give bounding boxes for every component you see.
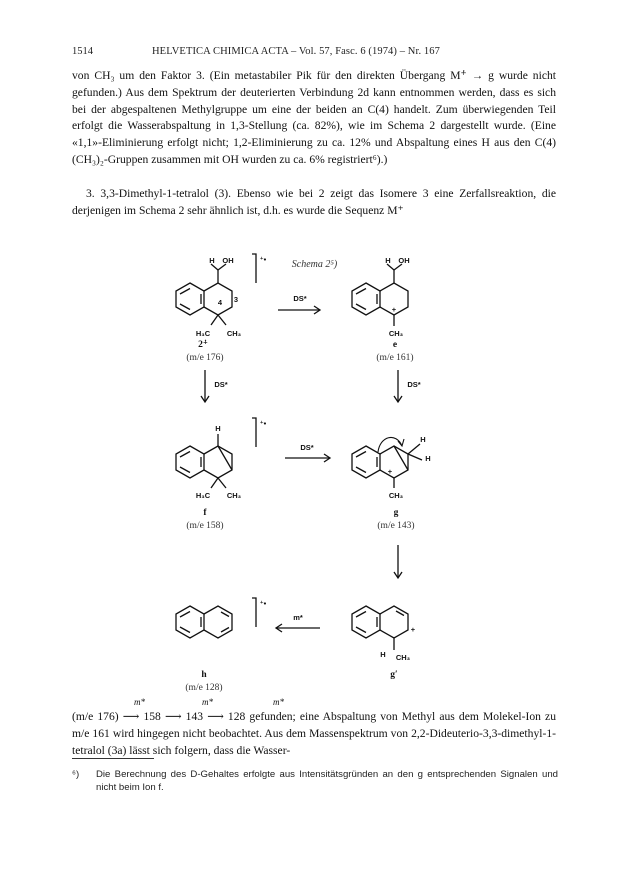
atom-ch3-g-prime: CH₃: [395, 653, 411, 662]
plus-g-prime: +: [410, 625, 416, 634]
atom-h-g-2: H: [425, 454, 431, 463]
radical-cation-h: ⁺•: [259, 599, 267, 608]
paragraph-3: (m/e 176) ⟶ 158 ⟶ 143 ⟶ 128 gefunden; eine Abspaltung von Methyl aus dem Molekel-Ion zu m/e 161 wird hingegen nicht beobachtet. Aus dem Massenspektrum von 2,2-Dideuterio-3,3-dimethyl-1-tetralol (3a) lässt sich folgern, dass die Wasser-: [72, 710, 556, 757]
locant-4: 4: [217, 298, 223, 307]
arrow-label-2-e: DS*: [293, 294, 307, 303]
atom-h-g-1: H: [420, 435, 426, 444]
structure-e: [352, 264, 408, 326]
atom-h3c-f: H₃C: [195, 491, 211, 500]
structure-g: [352, 437, 422, 488]
running-title: HELVETICA CHIMICA ACTA – Vol. 57, Fasc. 6 (1974) – Nr. 167: [152, 46, 440, 57]
footnote-mark: ⁶): [72, 769, 80, 780]
seq-mstar-2: m*: [202, 697, 213, 707]
arrow-2-to-f: [201, 370, 209, 402]
footnote-text: Die Berechnung des D-Gehaltes erfolgte aus Intensitätsgründen an den g entsprechenden Signalen und nicht beim Ion f.: [96, 769, 558, 794]
atom-ch3-f: CH₃: [226, 491, 242, 500]
seq-mstar-1: m*: [134, 697, 145, 707]
atom-oh-e: OH: [398, 256, 410, 265]
atom-ch3-2: CH₃: [226, 329, 242, 338]
bracket-h: [252, 598, 256, 627]
arrow-label-f-g: DS*: [300, 443, 314, 452]
structure-h: [176, 606, 232, 638]
atom-ch3-g: CH₃: [388, 491, 404, 500]
compound-label-f: f: [203, 508, 207, 518]
plus-g: +: [387, 467, 393, 476]
atom-h3c-2: H₃C: [195, 329, 211, 338]
arrow-g-prime-to-h: [276, 624, 320, 632]
mz-label-2: (m/e 176): [186, 353, 224, 363]
structure-g-prime: [352, 606, 408, 650]
paragraph-2-text: 3. 3,3-Dimethyl-1-tetralol (3). Ebenso wie bei 2 zeigt das Isomere 3 eine Zerfallsreaktion, die derjenigen im Schema 2 sehr ähnlich ist, d.h. es wurde die Sequenz M⁺: [72, 187, 556, 217]
mz-label-g: (m/e 143): [377, 521, 415, 531]
footnote-rule: [72, 758, 154, 759]
arrow-e-to-g: [394, 370, 402, 402]
atom-h-2: H: [209, 256, 215, 265]
compound-label-h: h: [201, 670, 207, 680]
mz-label-e: (m/e 161): [376, 353, 414, 363]
paragraph-1: von CH₃ um den Faktor 3. (Ein metastabiler Pik für den direkten Übergang M⁺̇ → g wurde nicht gefunden.) Aus dem Spektrum der deuterierten Verbindung 2d kann entnommen werden, dass es sich bei der abgespaltenen Methylgruppe um eine der beiden an C(4) handelt. Zum überwiegenden Teil erfolgt die Wasserabspaltung in 1,3-Stellung (ca. 82%), wie im Schema 2 dargestellt wurde. (Eine «1,1»-Eliminierung erfolgt nicht; 1,2-Eliminierung zu ca. 12% und Abspaltung eines H aus den C(4)(CH₃)₂-Gruppen zusammen mit OH wurden zu ca. 6% registriert⁶).): [72, 69, 556, 166]
atom-h-e: H: [385, 256, 391, 265]
structure-2: [176, 264, 232, 325]
arrow-f-to-g: [285, 454, 330, 462]
arrow-label-e-g: DS*: [407, 380, 421, 389]
plus-e: +: [391, 305, 397, 314]
bracket-2: [252, 254, 256, 283]
atom-ch3-e: CH₃: [388, 329, 404, 338]
scheme-caption: Schema 2⁵): [291, 259, 338, 270]
page-number: 1514: [72, 46, 93, 57]
arrow-g-to-g-prime: [394, 545, 402, 578]
mz-label-f: (m/e 158): [186, 521, 224, 531]
bracket-f: [252, 418, 256, 447]
atom-oh-2: OH: [222, 256, 234, 265]
radical-cation-f: ⁺•: [259, 419, 267, 428]
compound-label-e: e: [392, 340, 398, 350]
atom-h-f: H: [215, 424, 221, 433]
atom-h-g-prime: H: [380, 650, 386, 659]
mz-label-h: (m/e 128): [185, 683, 223, 693]
seq-mstar-3: m*: [273, 697, 284, 707]
arrow-2-to-e: [278, 306, 320, 314]
structure-f: [176, 434, 232, 488]
arrow-label-g-h: m*: [293, 613, 303, 622]
compound-label-g-prime: g′: [390, 670, 398, 680]
locant-3: 3: [233, 295, 239, 304]
radical-cation-2: ⁺•: [259, 255, 267, 264]
arrow-label-2-f: DS*: [214, 380, 228, 389]
compound-label-g: g: [393, 508, 399, 518]
compound-label-2: 2⁺̇: [198, 340, 208, 350]
